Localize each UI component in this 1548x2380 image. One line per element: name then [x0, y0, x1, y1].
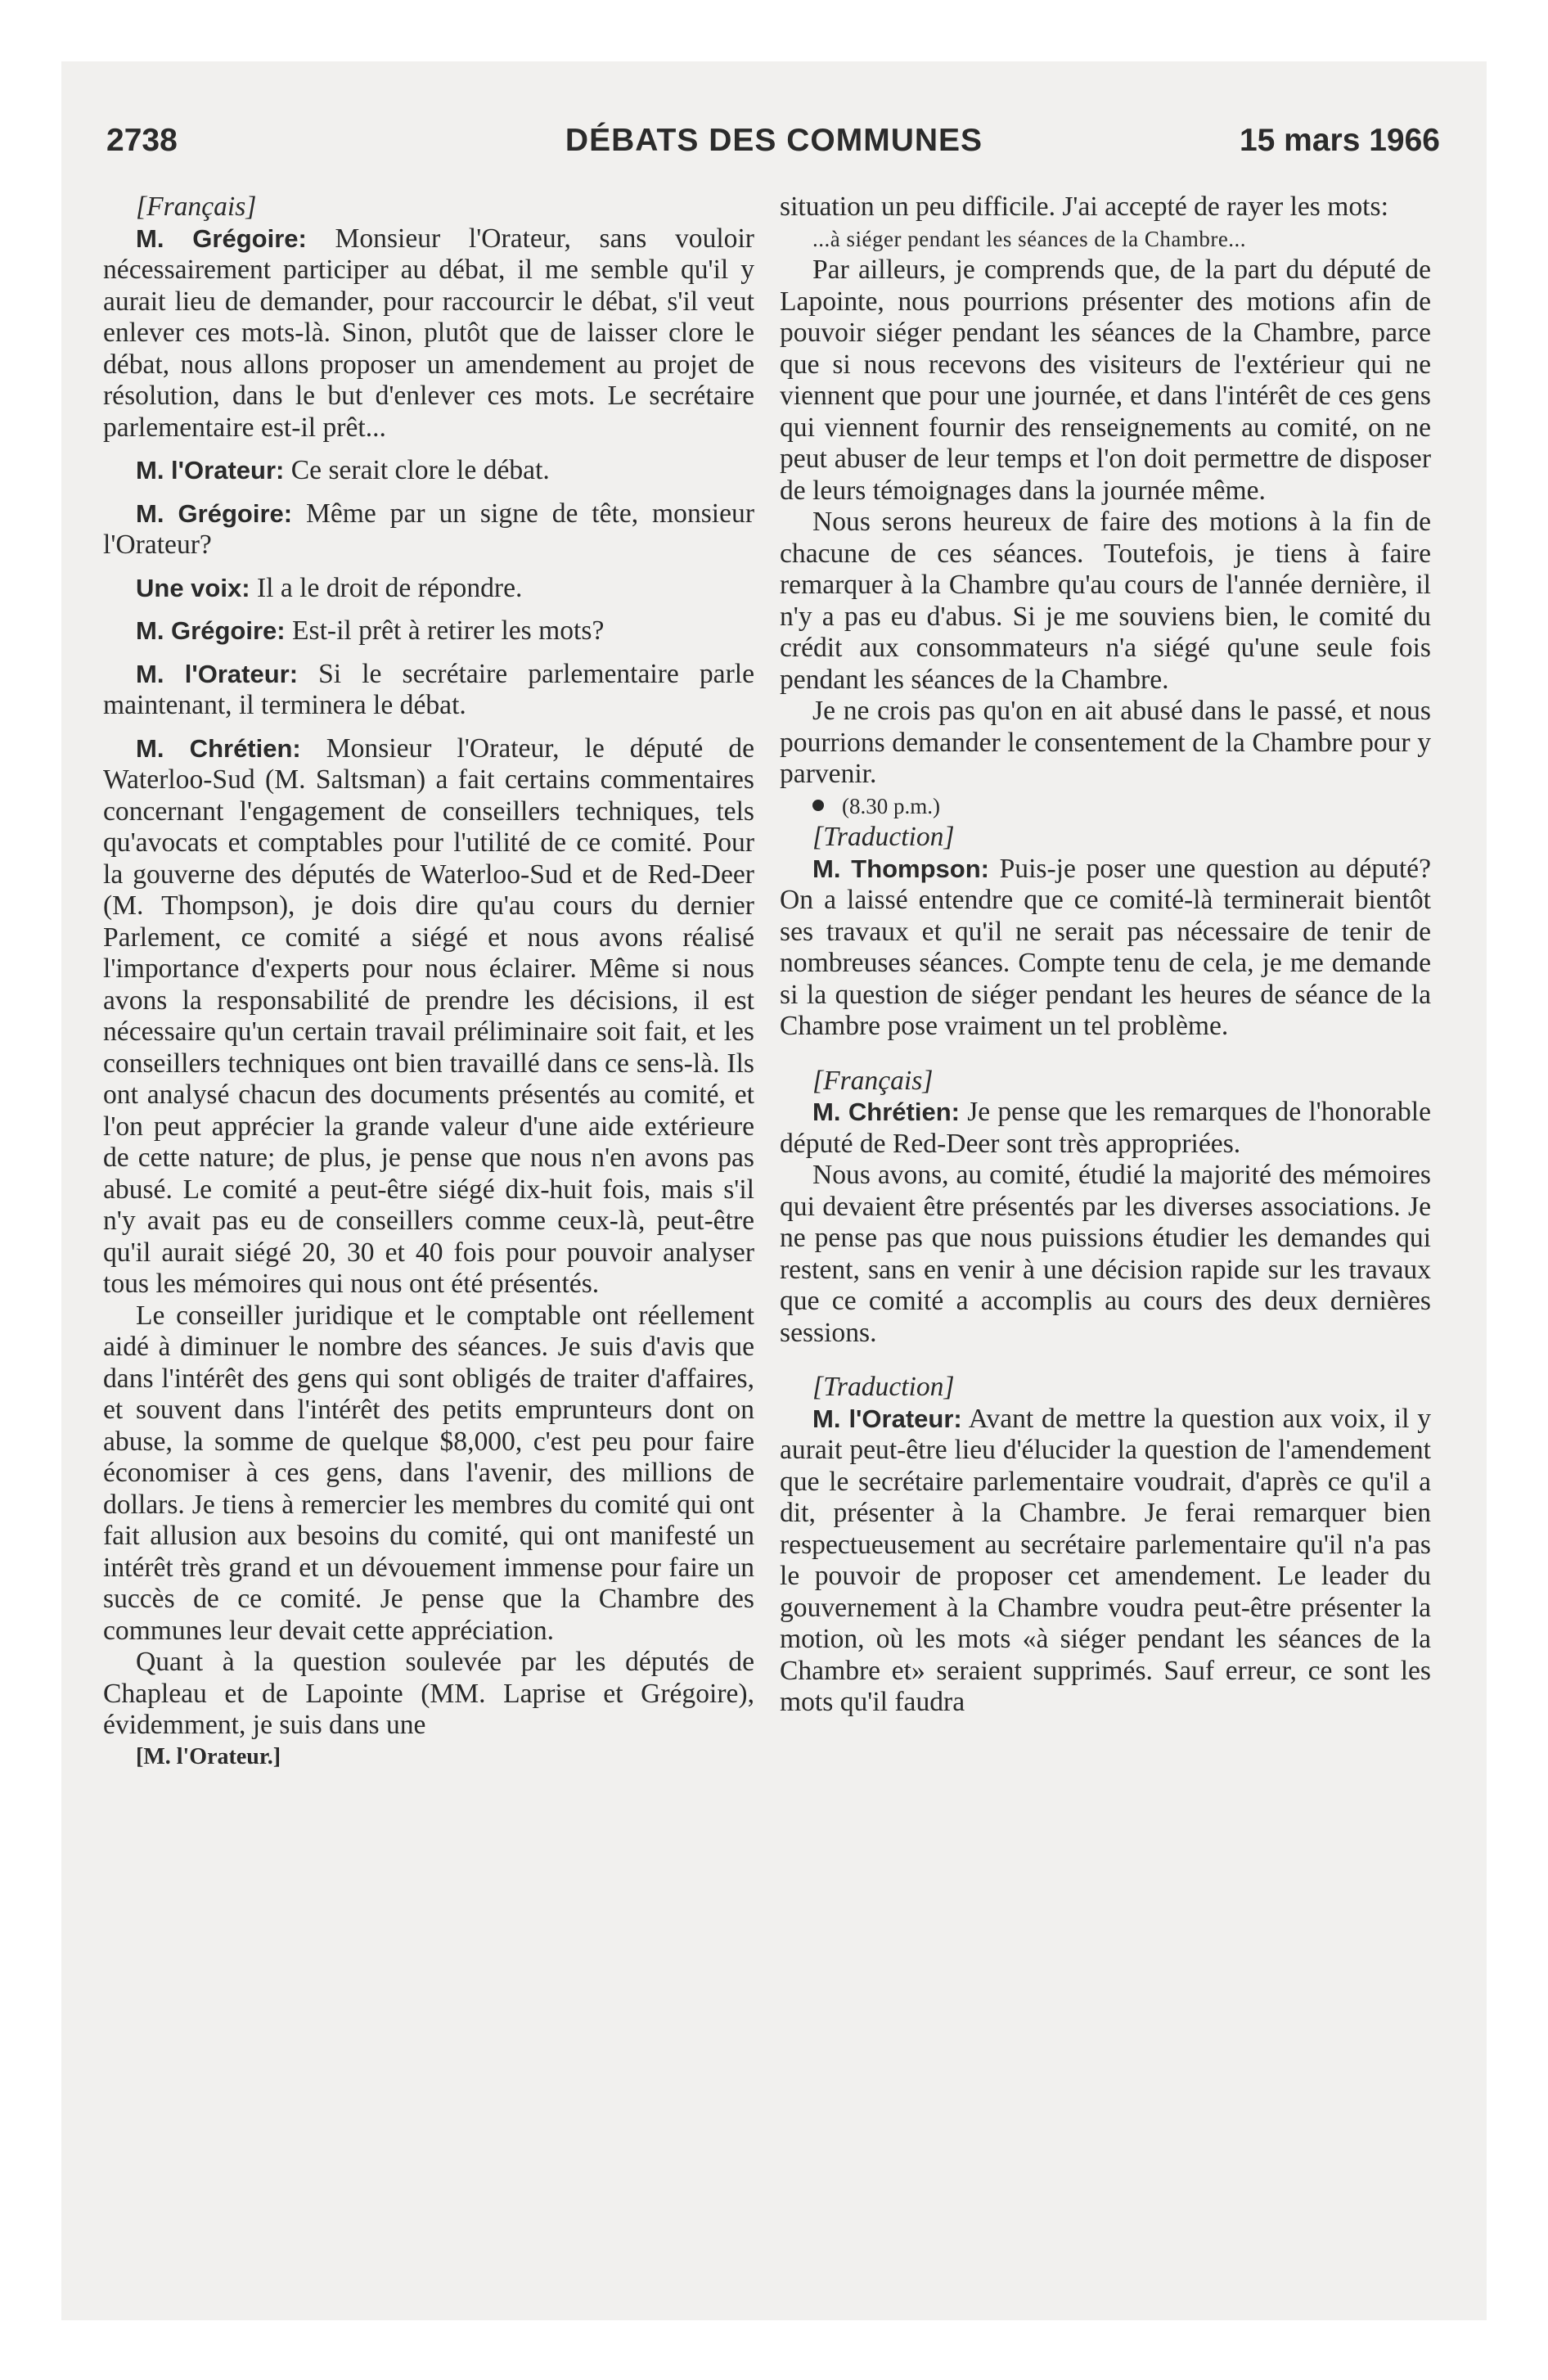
language-label: [Français] [812, 1065, 934, 1096]
speech-paragraph [780, 854, 1431, 1043]
page-header [103, 123, 1445, 172]
page-date: 15 mars 1966 [1239, 123, 1440, 158]
page-number: 2738 [106, 123, 178, 158]
time-marker [780, 791, 1431, 823]
speaker-name: M. Grégoire: [136, 223, 307, 253]
speaker-name: Une voix: [136, 573, 250, 602]
speaker-name: M. l'Orateur: [136, 659, 299, 688]
speech-text: Monsieur l'Orateur, le député de Waterloo-Sud (M. Saltsman) a fait certains commentaires concernant l'engagement de conseillers techniques, tels qu'avocats et comptables pour l'utilité de ce comité. Pour la gouverne des députés de Waterloo-Sud et de Red-Deer (M. Thompson), je dois dire qu'au cours du dernier Parlement, ce comité a siégé et nous avons réalisé l'importance d'experts pour nous éclairer. Même si nous avons la responsabilité de prendre les décisions, il est nécessaire qu'un certain travail préliminaire soit fait, et les conseillers techniques ont bien travaillé dans ce sens-là. Ils ont analysé chacun des documents présentés au comité, et l'on peut apprécier la grande valeur d'une aide extérieure de cette nature; de plus, je pense que nous n'en avons pas abusé. Le comité a peut-être siégé dix-huit fois, mais s'il n'y avait pas eu de conseillers comme ceux-là, peut-être qu'il aurait siégé 20, 30 et 40 fois pour pouvoir analyser tous les mémoires qui nous ont été présentés. [103, 732, 754, 1299]
speech-text: Puis-je poser une question au député? On a laissé entendre que ce comité-là terminerait bientôt ses travaux et qu'il ne serait pas nécessaire de tenir de nombreuses séances. Compte tenu de cela, je me demande si la question de siéger pendant les heures de séance de la Chambre pose vraiment un tel problème. [780, 853, 1431, 1041]
language-label: [Traduction] [812, 1372, 955, 1402]
left-column [103, 192, 754, 1773]
speech-paragraph [103, 455, 754, 487]
speech-text: Même par un signe de tête, monsieur l'Orateur? [103, 498, 754, 560]
speech-paragraph [103, 573, 754, 605]
speech-paragraph [780, 1404, 1431, 1719]
body-paragraph: Quant à la question soulevée par les députés de Chapleau et de Lapointe (MM. Laprise et Grégoire), évidemment, je suis dans une [103, 1647, 754, 1740]
speaker-name: M. Chrétien: [136, 733, 301, 763]
speaker-name: M. Grégoire: [136, 616, 286, 645]
speech-paragraph [103, 498, 754, 561]
publication-title: DÉBATS DES COMMUNES [565, 123, 983, 158]
continued-paragraph: situation un peu difficile. J'ai accepté de rayer les mots: [780, 192, 1388, 222]
speech-paragraph [103, 615, 754, 647]
language-label: [Français] [136, 192, 257, 222]
body-paragraph: Par ailleurs, je comprends que, de la part du député de Lapointe, nous pourrions présenter des motions afin de pouvoir siéger pendant les séances de la Chambre, parce que si nous recevons des visiteurs de l'extérieur qui ne viennent que pour une journée, et dans l'intérêt de ces gens qui viennent fournir des renseignements au comité, on ne peut abuser de leur temps et l'on doit permettre de disposer de leurs témoignages dans la journée même. [780, 255, 1431, 506]
speech-paragraph [103, 733, 754, 1300]
speech-text: Il a le droit de répondre. [256, 572, 523, 603]
right-column [780, 192, 1431, 1719]
body-paragraph: Nous serons heureux de faire des motions à la fin de chacune de ces séances. Toutefois, je tiens à faire remarquer à la Chambre qu'au cours de l'année dernière, il n'y a pas eu d'abus. Si je me souviens bien, le comité du crédit aux consommateurs n'a siégé qu'une seule fois pendant les séances de la Chambre. [780, 507, 1431, 695]
speech-paragraph [103, 659, 754, 722]
body-paragraph: Le conseiller juridique et le comptable ont réellement aidé à diminuer le nombre des séances. Je suis d'avis que dans l'intérêt des gens qui sont obligés de traiter d'affaires, et souvent dans l'intérêt des petits emprunteurs dont on abuse, la somme de quelque $8,000, c'est peu pour faire économiser à ces gens, dans l'avenir, des millions de dollars. Je tiens à remercier les membres du comité qui ont fait allusion aux besoins du comité, qui ont manifesté un intérêt très grand et un dévouement immense pour faire un succès de ce comité. Je pense que la Chambre des communes leur devait cette appréciation. [103, 1300, 754, 1646]
speaker-name: M. Chrétien: [812, 1098, 960, 1126]
speech-text: Je pense que les remarques de l'honorable député de Red-Deer sont très appropriées. [780, 1097, 1431, 1159]
speech-text: Si le secrétaire parlementaire parle maintenant, il terminera le débat. [103, 658, 754, 720]
speech-text: Monsieur l'Orateur, sans vouloir nécessairement participer au débat, il me semble qu'il y aurait lieu de demander, pour raccourcir le débat, s'il veut enlever ces mots-là. Sinon, plutôt que de laisser clore le débat, nous allons proposer un amendement au projet de résolution, dans le but d'enlever ces mots. Le secrétaire parlementaire est-il prêt... [103, 223, 754, 443]
speaker-name: M. Grégoire: [136, 498, 293, 528]
speaker-name: M. l'Orateur: [812, 1404, 962, 1433]
page-footer-speaker: [M. l'Orateur.] [136, 1743, 281, 1769]
bullet-dot-icon [812, 800, 824, 811]
speech-paragraph [780, 1097, 1431, 1160]
speech-text: Avant de mettre la question aux voix, il y aurait peut-être lieu d'élucider la question de l'amendement que le secrétaire parlementaire voudrait, d'après ce qu'il a dit, présenter à la Chambre. Je ferai remarquer bien respectueusement au secrétaire parlementaire qu'il n'a pas le pouvoir de proposer cet amendement. Le leader du gouvernement à la Chambre voudra peut-être présenter la motion, où les mots «à siéger pendant les séances de la Chambre et» seraient supprimés. Sauf erreur, ce sont les mots qu'il faudra [780, 1403, 1432, 1717]
speaker-name: M. Thompson: [812, 854, 989, 883]
speech-text: Ce serait clore le débat. [290, 455, 550, 485]
language-label: [Traduction] [812, 822, 955, 852]
body-paragraph: Je ne crois pas qu'on en ait abusé dans le passé, et nous pourrions demander le consentement de la Chambre pour y parvenir. [780, 696, 1431, 789]
time-text: (8.30 p.m.) [842, 793, 940, 818]
speaker-name: M. l'Orateur: [136, 456, 285, 485]
speech-text: Est-il prêt à retirer les mots? [292, 615, 605, 646]
body-paragraph: Nous avons, au comité, étudié la majorité des mémoires qui devaient être présentés par les diverses associations. Je ne pense pas que nous puissions étudier les demandes qui restent, sans en venir à une décision rapide sur les travaux que ce comité a accomplis au cours des deux dernières sessions. [780, 1160, 1431, 1348]
speech-paragraph [103, 223, 754, 444]
quoted-text: ...à siéger pendant les séances de la Chambre... [812, 226, 1247, 251]
